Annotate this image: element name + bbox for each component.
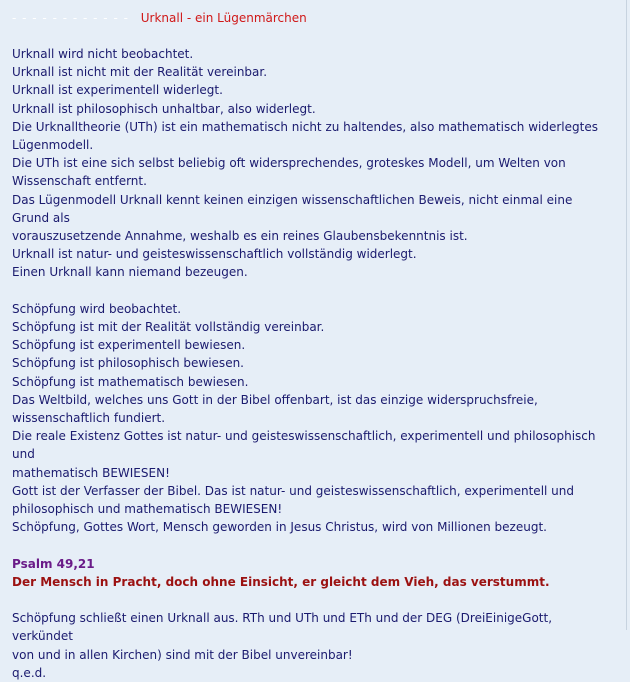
text-line: Die reale Existenz Gottes ist natur- und geisteswissenschaftlich, experimentell und philosophisch und [12,429,596,462]
text-line: Schöpfung wird beobachtet. [12,301,182,316]
paragraph-gap [12,536,612,554]
text-line: Das Lügenmodell Urknall kennt keinen einzigen wissenschaftlichen Beweis, nicht einmal eine Grund als [12,192,573,225]
urknall-paragraph [12,45,612,282]
psalm-quote: Der Mensch in Pracht, doch ohne Einsicht, er gleicht dem Vieh, das verstummt. [12,574,550,589]
text-line: Einen Urknall kann niemand bezeugen. [12,265,248,280]
text-line: Wissenschaft entfernt. [12,174,147,189]
text-line: philosophisch und mathematisch BEWIESEN! [12,502,283,517]
text-line: Schöpfung ist mit der Realität vollständig vereinbar. [12,320,325,335]
text-line: Schöpfung ist mathematisch bewiesen. [12,374,249,389]
text-line: Die Urknalltheorie (UTh) ist ein mathematisch nicht zu haltendes, also mathematisch widerlegtes [12,119,598,134]
psalm-block [12,555,612,591]
text-line: vorauszusetzende Annahme, weshalb es ein reines Glaubensbekenntnis ist. [12,229,468,244]
text-line: Schöpfung schließt einen Urknall aus. RTh und UTh und ETh und der DEG (DreiEinigeGott, verkündet [12,611,553,644]
text-line: Schöpfung, Gottes Wort, Mensch geworden in Jesus Christus, wird von Millionen bezeugt. [12,520,547,535]
text-line: Urknall ist nicht mit der Realität vereinbar. [12,65,268,80]
text-line: Urknall ist experimentell widerlegt. [12,83,223,98]
text-line: Schöpfung ist experimentell bewiesen. [12,338,246,353]
post-title: Urknall - ein Lügenmärchen [140,11,307,25]
text-line: Schöpfung ist philosophisch bewiesen. [12,356,244,371]
conclusion-paragraph [12,609,612,682]
text-line: Urknall ist philosophisch unhaltbar, also widerlegt. [12,101,316,116]
text-line: von und in allen Kirchen) sind mit der Bibel unvereinbar! [12,647,353,662]
psalm-reference: Psalm 49,21 [12,556,95,571]
paragraph-gap [12,591,612,609]
text-line: mathematisch BEWIESEN! [12,465,170,480]
text-line: Das Weltbild, welches uns Gott in der Bibel offenbart, ist das einzige widerspruchsfreie, [12,392,538,407]
header-dashes: - - - - - - - - - - - - [12,11,129,25]
paragraph-gap [12,282,612,300]
text-line: Die UTh ist eine sich selbst beliebig oft widersprechendes, groteskes Modell, um Welten von [12,156,566,171]
text-line: Urknall wird nicht beobachtet. [12,47,194,61]
text-line: wissenschaftlich fundiert. [12,411,166,426]
post-body [12,45,612,682]
text-line: Lügenmodell. [12,138,94,153]
qed-line: q.e.d. [12,665,47,680]
post-header [12,10,307,26]
text-line: Urknall ist natur- und geisteswissenschaftlich vollständig widerlegt. [12,247,417,262]
text-line: Gott ist der Verfasser der Bibel. Das ist natur- und geisteswissenschaftlich, experimentell und [12,483,575,498]
schoepfung-paragraph [12,300,612,537]
